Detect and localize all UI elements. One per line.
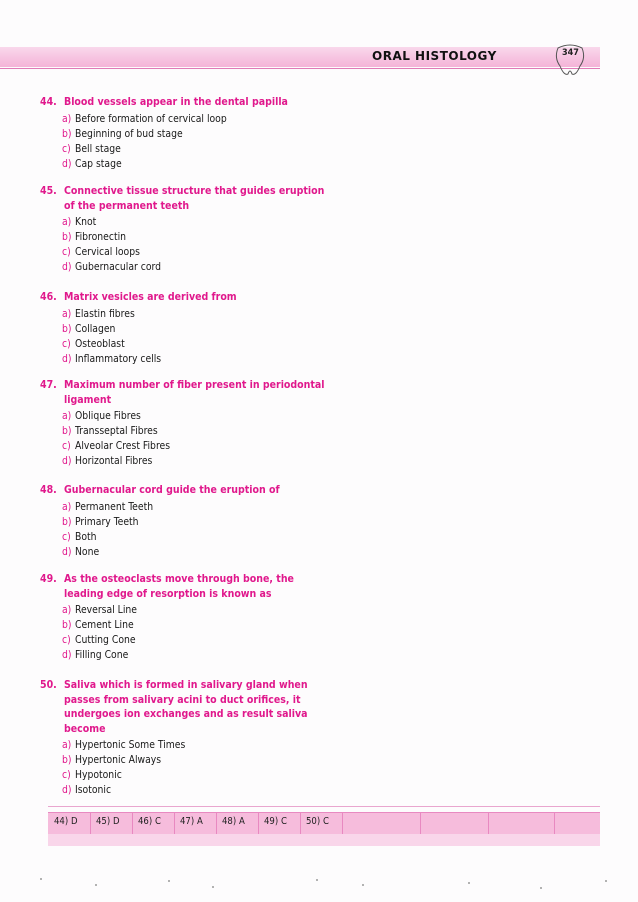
option-text: Hypertonic Always: [75, 754, 162, 766]
answer-divider: [48, 806, 600, 807]
answer-cell-divider: [488, 813, 489, 834]
option-text: Osteoblast: [75, 337, 125, 350]
option-a: [62, 409, 330, 424]
option-letter: b): [62, 754, 72, 766]
option-text: Before formation of cervical loop: [75, 112, 227, 125]
question-text: [40, 678, 330, 736]
option-list: [62, 112, 330, 172]
option-c: [62, 633, 330, 648]
option-letter: a): [62, 604, 72, 616]
answer-cell-divider: [216, 813, 217, 834]
option-b: [62, 230, 330, 245]
header-rule: [0, 68, 600, 69]
option-c: [62, 142, 330, 157]
answer-50: [306, 816, 329, 827]
option-text: Cervical loops: [75, 246, 140, 258]
answer-46: [138, 816, 161, 827]
option-text: None: [75, 545, 100, 558]
answer-letter: D: [112, 816, 120, 827]
option-list: [62, 215, 330, 275]
option-text: Cement Line: [75, 619, 134, 631]
question-44: [40, 95, 330, 172]
option-text: Elastin fibres: [75, 307, 135, 320]
option-text: Hypotonic: [75, 769, 122, 781]
question-stem: Connective tissue structure that guides eruption of the permanent teeth: [64, 185, 325, 212]
question-number: 46.: [40, 291, 57, 303]
question-stem: Matrix vesicles are derived from: [64, 291, 237, 303]
scan-speck: [40, 878, 42, 880]
option-letter: b): [62, 322, 72, 335]
scan-speck: [212, 886, 214, 888]
option-text: Horizontal Fibres: [75, 455, 153, 467]
option-c: [62, 768, 330, 783]
answer-cell-divider: [300, 813, 301, 834]
scan-speck: [362, 884, 364, 886]
option-d: [62, 260, 330, 275]
answer-number: 46): [138, 816, 153, 827]
answer-number: 45): [96, 816, 111, 827]
question-text: [40, 95, 330, 110]
answer-letter: D: [70, 816, 78, 827]
option-b: [62, 618, 330, 633]
option-c: [62, 245, 330, 260]
option-a: [62, 215, 330, 230]
answer-cell-divider: [258, 813, 259, 834]
option-b: [62, 127, 330, 142]
answer-47: [180, 816, 203, 827]
option-text: Cutting Cone: [75, 634, 136, 646]
question-50: [40, 678, 330, 798]
option-list: [62, 603, 330, 663]
option-d: [62, 648, 330, 663]
option-text: Isotonic: [75, 784, 112, 796]
option-c: [62, 439, 330, 454]
option-letter: d): [62, 545, 72, 558]
answer-48: [222, 816, 245, 827]
question-number: 49.: [40, 573, 57, 585]
option-c: [62, 530, 330, 545]
option-text: Hypertonic Some Times: [75, 739, 186, 751]
option-a: [62, 112, 330, 127]
question-stem: Gubernacular cord guide the eruption of: [64, 484, 280, 496]
answer-cell-divider: [554, 813, 555, 834]
option-text: Transseptal Fibres: [75, 425, 158, 437]
option-d: [62, 783, 330, 798]
question-text: [40, 378, 330, 407]
option-letter: a): [62, 410, 72, 422]
option-letter: a): [62, 739, 72, 751]
scan-speck: [95, 884, 97, 886]
option-letter: c): [62, 142, 71, 155]
option-list: [62, 307, 330, 367]
option-b: [62, 322, 330, 337]
option-letter: d): [62, 649, 72, 661]
option-text: Inflammatory cells: [75, 352, 162, 365]
option-b: [62, 753, 330, 768]
answer-44: [54, 816, 78, 827]
option-text: Collagen: [75, 322, 116, 335]
option-d: [62, 157, 330, 172]
answer-number: 47): [180, 816, 195, 827]
question-text: [40, 290, 330, 305]
section-title: ORAL HISTOLOGY: [372, 49, 497, 63]
answer-key-bar-lower: [48, 834, 600, 846]
question-stem: Saliva which is formed in salivary gland when passes from salivary acini to duct orifices, it undergoes ion exchanges and as result saliva become: [64, 679, 308, 735]
option-text: Knot: [75, 216, 97, 228]
scan-speck: [168, 880, 170, 882]
option-b: [62, 424, 330, 439]
option-letter: b): [62, 231, 72, 243]
question-49: [40, 572, 330, 663]
option-letter: d): [62, 784, 72, 796]
option-c: [62, 337, 330, 352]
answer-letter: C: [154, 816, 161, 827]
option-letter: c): [62, 634, 71, 646]
question-stem: Maximum number of fiber present in periodontal ligament: [64, 379, 325, 406]
option-letter: d): [62, 352, 72, 365]
scan-speck: [605, 880, 607, 882]
question-45: [40, 184, 330, 275]
option-text: Gubernacular cord: [75, 261, 162, 273]
scan-speck: [540, 887, 542, 889]
question-number: 44.: [40, 96, 57, 108]
answer-letter: A: [238, 816, 245, 827]
question-47: [40, 378, 330, 469]
option-letter: a): [62, 307, 72, 320]
question-number: 48.: [40, 484, 57, 496]
option-letter: c): [62, 337, 71, 350]
option-letter: a): [62, 216, 72, 228]
answer-45: [96, 816, 120, 827]
answer-cell-divider: [132, 813, 133, 834]
option-letter: d): [62, 455, 72, 467]
answer-letter: A: [196, 816, 203, 827]
option-text: Beginning of bud stage: [75, 127, 183, 140]
answer-number: 48): [222, 816, 237, 827]
header-band: [0, 47, 600, 67]
scan-speck: [316, 879, 318, 881]
scan-speck: [468, 882, 470, 884]
question-number: 47.: [40, 379, 57, 391]
answer-number: 49): [264, 816, 279, 827]
option-letter: a): [62, 112, 72, 125]
question-46: [40, 290, 330, 367]
answer-number: 50): [306, 816, 321, 827]
option-text: Fibronectin: [75, 231, 127, 243]
option-letter: b): [62, 515, 72, 528]
answer-49: [264, 816, 287, 827]
option-letter: b): [62, 425, 72, 437]
option-letter: a): [62, 500, 72, 513]
option-list: [62, 738, 330, 798]
answer-cell-divider: [420, 813, 421, 834]
question-48: [40, 483, 330, 560]
option-d: [62, 454, 330, 469]
option-letter: b): [62, 619, 72, 631]
option-text: Cap stage: [75, 157, 122, 170]
option-list: [62, 409, 330, 469]
option-text: Primary Teeth: [75, 515, 139, 528]
question-number: 45.: [40, 185, 57, 197]
option-text: Alveolar Crest Fibres: [75, 440, 171, 452]
question-text: [40, 572, 330, 601]
question-number: 50.: [40, 679, 57, 691]
option-a: [62, 738, 330, 753]
tooth-icon: [550, 40, 590, 80]
question-stem: Blood vessels appear in the dental papilla: [64, 96, 288, 108]
answer-letter: C: [280, 816, 287, 827]
option-letter: b): [62, 127, 72, 140]
page-number: 347: [562, 48, 579, 58]
option-letter: d): [62, 157, 72, 170]
option-letter: c): [62, 246, 71, 258]
question-text: [40, 483, 330, 498]
answer-cell-divider: [90, 813, 91, 834]
option-letter: d): [62, 261, 72, 273]
answer-letter: C: [322, 816, 329, 827]
option-text: Bell stage: [75, 142, 121, 155]
answer-cell-divider: [342, 813, 343, 834]
option-d: [62, 545, 330, 560]
question-text: [40, 184, 330, 213]
option-text: Filling Cone: [75, 649, 129, 661]
question-stem: As the osteoclasts move through bone, the leading edge of resorption is known as: [64, 573, 294, 600]
option-list: [62, 500, 330, 560]
option-a: [62, 603, 330, 618]
option-d: [62, 352, 330, 367]
option-text: Both: [75, 530, 97, 543]
option-text: Oblique Fibres: [75, 410, 141, 422]
option-letter: c): [62, 769, 71, 781]
option-text: Permanent Teeth: [75, 500, 154, 513]
answer-number: 44): [54, 816, 69, 827]
option-letter: c): [62, 440, 71, 452]
option-a: [62, 307, 330, 322]
option-letter: c): [62, 530, 71, 543]
option-text: Reversal Line: [75, 604, 137, 616]
option-a: [62, 500, 330, 515]
answer-cell-divider: [174, 813, 175, 834]
option-b: [62, 515, 330, 530]
